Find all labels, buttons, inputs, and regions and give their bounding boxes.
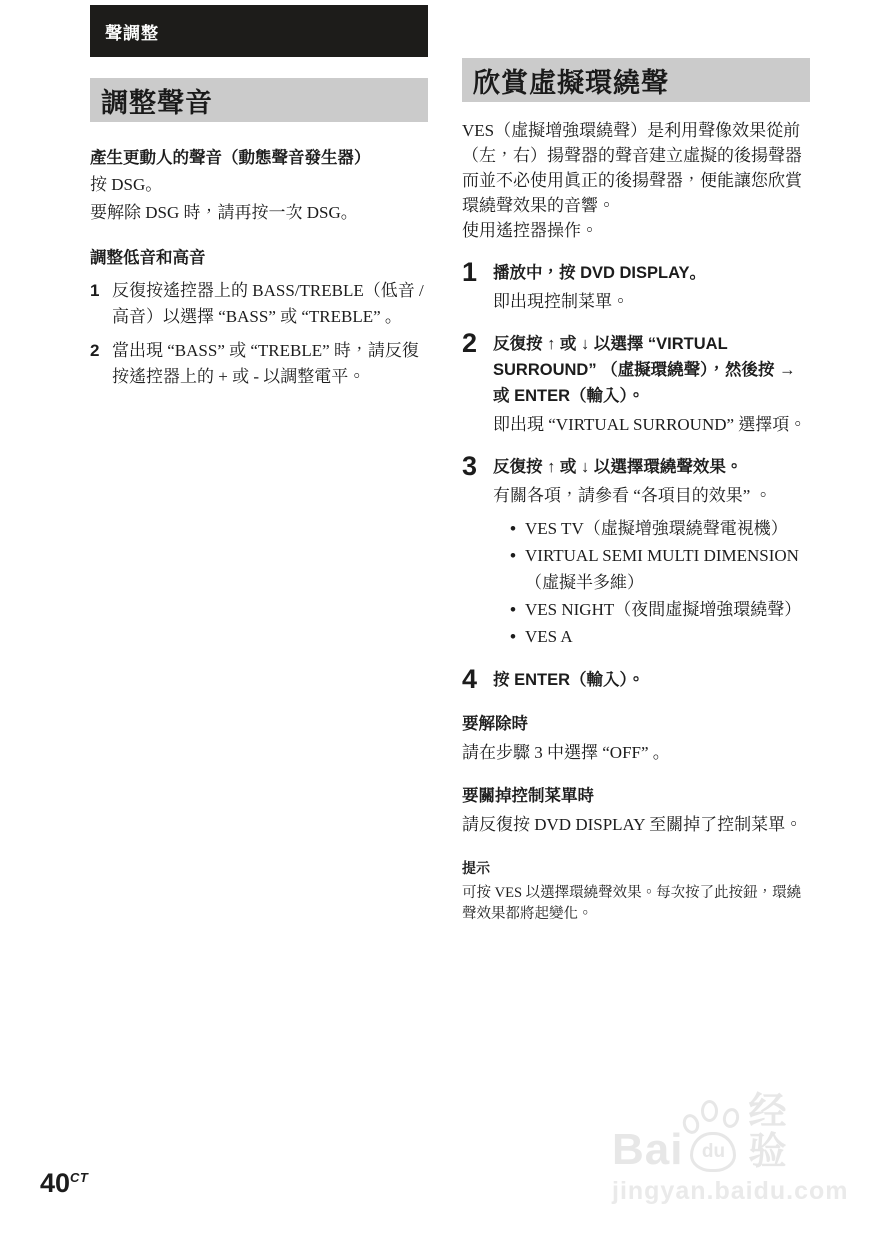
- right-column: [462, 58, 810, 925]
- step-number: 1: [90, 281, 100, 300]
- paw-toe-icon: [681, 1112, 702, 1136]
- left-step-1: [90, 278, 428, 330]
- watermark-brand-bai: Bai: [612, 1125, 684, 1174]
- step-detail: 有關各項，請參看 “各項目的效果” 。: [493, 486, 772, 505]
- right-section-title: 欣賞虛擬環繞聲: [473, 67, 669, 98]
- close-menu-section: [462, 784, 810, 837]
- left-step-2: [90, 338, 428, 390]
- right-section-title-bar: [462, 58, 810, 102]
- ves-intro-remote: 使用遙控器操作。: [462, 221, 598, 240]
- step-heading: 按 ENTER（輸入）。: [493, 671, 645, 689]
- step-number: 1: [462, 257, 478, 287]
- step-heading: 播放中，按 DVD DISPLAY。: [493, 264, 707, 282]
- paw-pad-icon: [690, 1132, 736, 1172]
- cancel-heading: 要解除時: [462, 715, 528, 733]
- paw-toe-icon: [721, 1106, 741, 1129]
- page-number-value: 40: [40, 1168, 71, 1198]
- watermark-brand-row: [612, 1091, 827, 1174]
- right-step-4: [462, 664, 810, 694]
- page-number-suffix: CT: [70, 1170, 89, 1185]
- paw-toe-icon: [701, 1100, 718, 1122]
- cancel-text: 請在步驟 3 中選擇 “OFF” 。: [462, 743, 670, 762]
- dsg-line-2: 要解除 DSG 時，請再按一次 DSG。: [90, 203, 358, 222]
- left-section-title: 調整聲音: [101, 87, 213, 118]
- section-tab: [90, 5, 428, 57]
- watermark-brand-du: du: [701, 1141, 726, 1162]
- step-number: 4: [462, 664, 478, 694]
- dsg-subheading: 產生更動人的聲音（動態聲音發生器）: [90, 149, 371, 167]
- step-text: 當出現 “BASS” 或 “TREBLE” 時，請反復按遙控器上的 + 或 - 以調整電平。: [112, 341, 419, 386]
- baidu-jingyan-watermark: [612, 1091, 849, 1205]
- step-number: 2: [90, 341, 100, 360]
- surround-effect-list: [493, 515, 810, 650]
- step-heading: 反復按 ↑ 或 ↓ 以選擇 “VIRTUAL SURROUND” （虛擬環繞聲），然後按 → 或 ENTER（輸入）。: [493, 335, 796, 405]
- close-menu-text: 請反復按 DVD DISPLAY 至關掉了控制菜單。: [462, 815, 803, 834]
- left-section-title-bar: [90, 78, 428, 122]
- section-tab-label: 聲調整: [105, 23, 159, 43]
- left-column: [90, 78, 428, 390]
- right-step-1: [462, 257, 810, 314]
- list-item: • VES A: [510, 623, 810, 650]
- list-item: • VES NIGHT（夜間虛擬增強環繞聲）: [510, 596, 810, 623]
- step-heading: 反復按 ↑ 或 ↓ 以選擇環繞聲效果。: [493, 458, 743, 476]
- bass-treble-subheading: 調整低音和高音: [90, 249, 206, 267]
- tip-section: [462, 856, 810, 925]
- tip-heading: 提示: [462, 860, 490, 876]
- page-number: [40, 1168, 88, 1199]
- dsg-line-1: 按 DSG。: [90, 175, 163, 194]
- close-menu-heading: 要關掉控制菜單時: [462, 787, 594, 805]
- baidu-paw-icon: [685, 1100, 743, 1172]
- step-number: 3: [462, 451, 478, 481]
- right-step-3: [462, 451, 810, 650]
- right-step-2: [462, 328, 810, 437]
- ves-intro-paragraph: VES（虛擬增強環繞聲）是利用聲像效果從前（左，右）揚聲器的聲音建立虛擬的後揚聲器而並不必使用眞正的後揚聲器，便能讓您欣賞環繞聲效果的音響。: [462, 121, 802, 215]
- tip-text: 可按 VES 以選擇環繞聲效果。每次按了此按鈕，環繞聲效果都將起變化。: [462, 885, 802, 922]
- watermark-url: jingyan.baidu.com: [612, 1177, 849, 1205]
- step-text: 反復按遙控器上的 BASS/TREBLE（低音 / 高音）以選擇 “BASS” 或 “TREBLE” 。: [112, 281, 424, 326]
- list-item: • VIRTUAL SEMI MULTI DIMENSION（虛擬半多維）: [510, 542, 810, 596]
- step-detail: 即出現控制菜單。: [493, 292, 629, 311]
- step-detail: 即出現 “VIRTUAL SURROUND” 選擇項。: [493, 415, 807, 434]
- watermark-brand-jingyan: 经验: [748, 1091, 789, 1173]
- step-number: 2: [462, 328, 478, 358]
- list-item: • VES TV（虛擬增強環繞聲電視機）: [510, 515, 810, 542]
- cancel-section: [462, 712, 810, 765]
